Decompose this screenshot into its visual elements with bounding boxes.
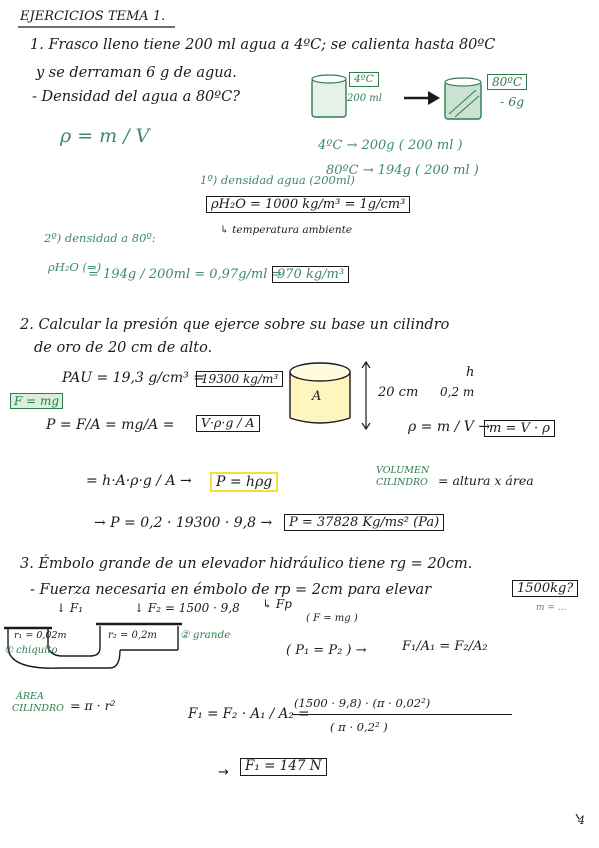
force-eq: F₁ = F₂ · A₁ / A₂ =: [188, 706, 310, 722]
pressure-eq-3: → P = 0,2 · 19300 · 9,8 →: [94, 515, 273, 531]
pressure-eq-2: = h·A·ρ·g / A →: [86, 473, 192, 489]
pressure-result: P = 37828 Kg/ms² (Pa): [284, 514, 444, 531]
cylinder-area-label: A: [312, 389, 322, 404]
problem-1-statement-line-2: y se derraman 6 g de agua.: [36, 65, 237, 81]
cylinder-volume-label-1: VOLUMEN: [376, 465, 430, 476]
step-2-lhs: ρH₂O (⇒): [48, 260, 102, 274]
problem-2-statement-line-1: 2. Calcular la presión que ejerce sobre su base un cilindro: [20, 317, 450, 333]
problem-2-statement-line-2: de oro de 20 cm de alto.: [34, 340, 213, 356]
note-4c: 4ºC → 200g ( 200 ml ): [318, 138, 463, 153]
jar-2-loss: - 6g: [500, 94, 525, 109]
force-p-label: ↳ Fp: [262, 597, 292, 611]
problem-3-statement-line-2: - Fuerza necesaria en émbolo de rp = 2cm para elevar: [30, 582, 432, 598]
problem-1-question: - Densidad del agua a 80ºC?: [32, 89, 240, 105]
cylinder-volume-label-2: CILINDRO: [376, 477, 428, 488]
big-radius: r₂ = 0,2m: [108, 630, 157, 641]
pressure-eq-1-box: V·ρ·g / A: [196, 415, 260, 432]
force-mg-note: ( F = mg ): [306, 613, 358, 624]
step-2-equation: = 194g / 200ml = 0,97g/ml =: [88, 267, 283, 282]
mass-box: 1500kg?: [512, 580, 578, 597]
mass-eq-box: m = V · ρ: [484, 420, 555, 437]
cylinder-height: 20 cm: [378, 385, 419, 400]
step-2-result: 970 kg/m³: [272, 266, 349, 283]
density-formula: ρ = m / V: [60, 125, 150, 147]
mass-density-eq: ρ = m / V →: [408, 419, 491, 435]
pressure-hrhog-box: P = hρg: [210, 472, 278, 492]
pascal-principle: ( P₁ = P₂ ) →: [286, 643, 367, 658]
jar-4c-sketch: [312, 75, 346, 117]
cylinder-area-eq: = π · r²: [70, 698, 116, 713]
small-force-label: ↓ F₁: [56, 601, 84, 615]
gold-density: PAU = 19,3 g/cm³ =: [62, 370, 205, 386]
note-80c: 80ºC → 194g ( 200 ml ): [326, 163, 479, 178]
small-radius: r₁ = 0,02m: [14, 630, 67, 641]
cylinder-area-label-2: CILINDRO: [12, 703, 64, 714]
pressure-eq-1: P = F/A = mg/A =: [46, 417, 175, 433]
height-meters: 0,2 m: [440, 385, 475, 399]
jar-2-temp: 80ºC: [487, 74, 527, 90]
big-force-label: ↓ F₂ = 1500 · 9,8: [134, 601, 240, 615]
step-1-equation: ρH₂O = 1000 kg/m³ = 1g/cm³: [206, 196, 410, 213]
result-arrow: →: [218, 765, 229, 780]
force-result: F₁ = 147 N: [240, 758, 327, 776]
problem-3-statement-line-1: 3. Émbolo grande de un elevador hidráulico tiene rg = 20cm.: [20, 556, 473, 572]
force-formula-box: F = mg: [10, 393, 63, 409]
page-title: EJERCICIOS TEMA 1.: [20, 9, 166, 24]
page-number: 4: [578, 814, 585, 827]
jar-80c-sketch: [445, 78, 481, 119]
height-arrow: [362, 362, 370, 429]
mass-note: m = ...: [536, 603, 567, 613]
small-piston-label: ① chiquito: [4, 645, 58, 656]
gold-density-si: 19300 kg/m³: [196, 371, 283, 387]
height-symbol: h: [466, 365, 475, 380]
force-eq-numerator: (1500 · 9,8) · (π · 0,02²): [294, 696, 431, 710]
big-piston-label: ② grande: [180, 629, 231, 641]
problem-1-statement-line-1: 1. Frasco lleno tiene 200 ml agua a 4ºC; se calienta hasta 80ºC: [30, 37, 496, 53]
step-2-label: 2º) densidad a 80º:: [44, 231, 156, 245]
cylinder-volume-eq: = altura x área: [438, 473, 534, 488]
step-1-label: 1º) densidad agua (200ml): [200, 173, 355, 187]
cylinder-area-label-1: ÁREA: [16, 691, 44, 702]
jar-1-volume: 200 ml: [347, 93, 382, 104]
step-1-note: ↳ temperatura ambiente: [220, 224, 353, 236]
jar-1-temp: 4ºC: [349, 72, 379, 87]
jar-arrow: [404, 91, 440, 105]
force-area-ratio: F₁/A₁ = F₂/A₂: [402, 639, 488, 654]
fraction-bar: [292, 714, 512, 715]
force-eq-denominator: ( π · 0,2² ): [330, 720, 388, 734]
